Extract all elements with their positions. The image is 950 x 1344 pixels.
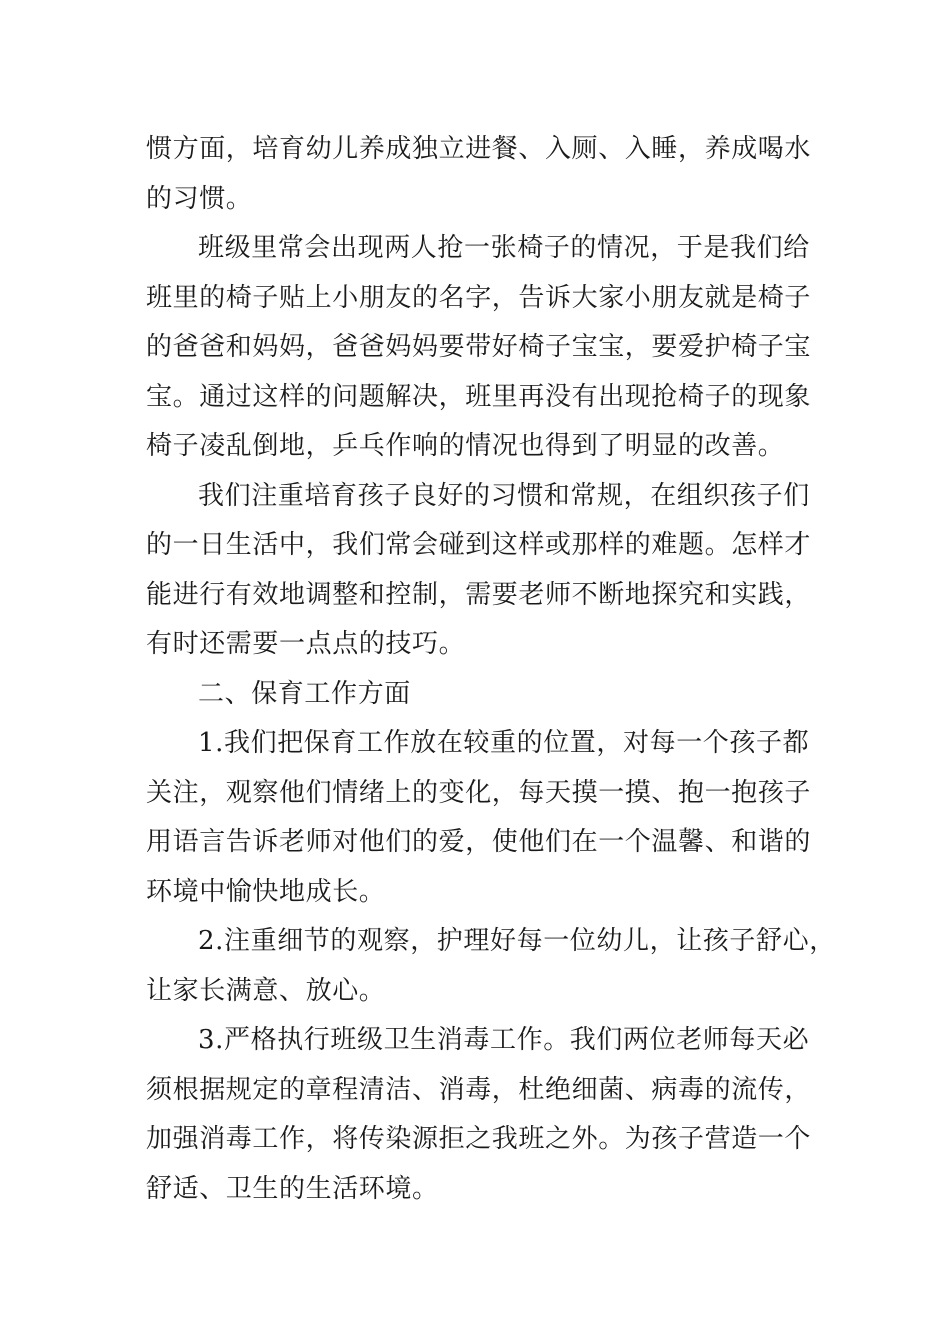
- text-line: 班级里常会出现两人抢一张椅子的情况，于是我们给: [198, 233, 810, 263]
- text-line: 加强消毒工作，将传染源拒之我班之外。为孩子营造一个: [146, 1124, 812, 1154]
- text-line: 的一日生活中，我们常会碰到这样或那样的难题。怎样才: [146, 530, 812, 560]
- text-line: 我们注重培育孩子良好的习惯和常规，在组织孩子们: [198, 480, 810, 511]
- text-line: 宝。通过这样的问题解决，班里再没有出现抢椅子的现象: [146, 381, 812, 412]
- text-line: 关注，观察他们情绪上的变化，每天摸一摸、抱一抱孩子: [146, 777, 812, 808]
- text-line: 2.注重细节的观察，护理好每一位幼儿，让孩子舒心，: [198, 926, 836, 956]
- text-line: 舒适、卫生的生活环境。: [146, 1173, 439, 1204]
- text-line: 二、保育工作方面: [198, 678, 411, 709]
- text-line: 能进行有效地调整和控制，需要老师不断地探究和实践，: [146, 579, 812, 610]
- text-line: 环境中愉快地成长。: [146, 876, 386, 907]
- document-body: [146, 125, 836, 1214]
- text-line: 让家长满意、放心。: [146, 975, 386, 1006]
- text-line: 班里的椅子贴上小朋友的名字，告诉大家小朋友就是椅子: [146, 282, 812, 313]
- text-line: 用语言告诉老师对他们的爱，使他们在一个温馨、和谐的: [146, 827, 812, 857]
- text-line: 有时还需要一点点的技巧。: [146, 629, 466, 659]
- text-line: 须根据规定的章程清洁、消毒，杜绝细菌、病毒的流传，: [146, 1074, 812, 1105]
- text-line: 3.严格执行班级卫生消毒工作。我们两位老师每天必: [198, 1025, 810, 1055]
- text-line: 椅子凌乱倒地，乒乓作响的情况也得到了明显的改善。: [146, 431, 785, 461]
- text-line: 的爸爸和妈妈，爸爸妈妈要带好椅子宝宝，要爱护椅子宝: [146, 332, 812, 362]
- text-line: 1.我们把保育工作放在较重的位置，对每一个孩子都: [198, 728, 810, 758]
- text-line: 的习惯。: [146, 183, 253, 214]
- text-line: 惯方面，培育幼儿养成独立进餐、入厕、入睡，养成喝水: [146, 134, 812, 164]
